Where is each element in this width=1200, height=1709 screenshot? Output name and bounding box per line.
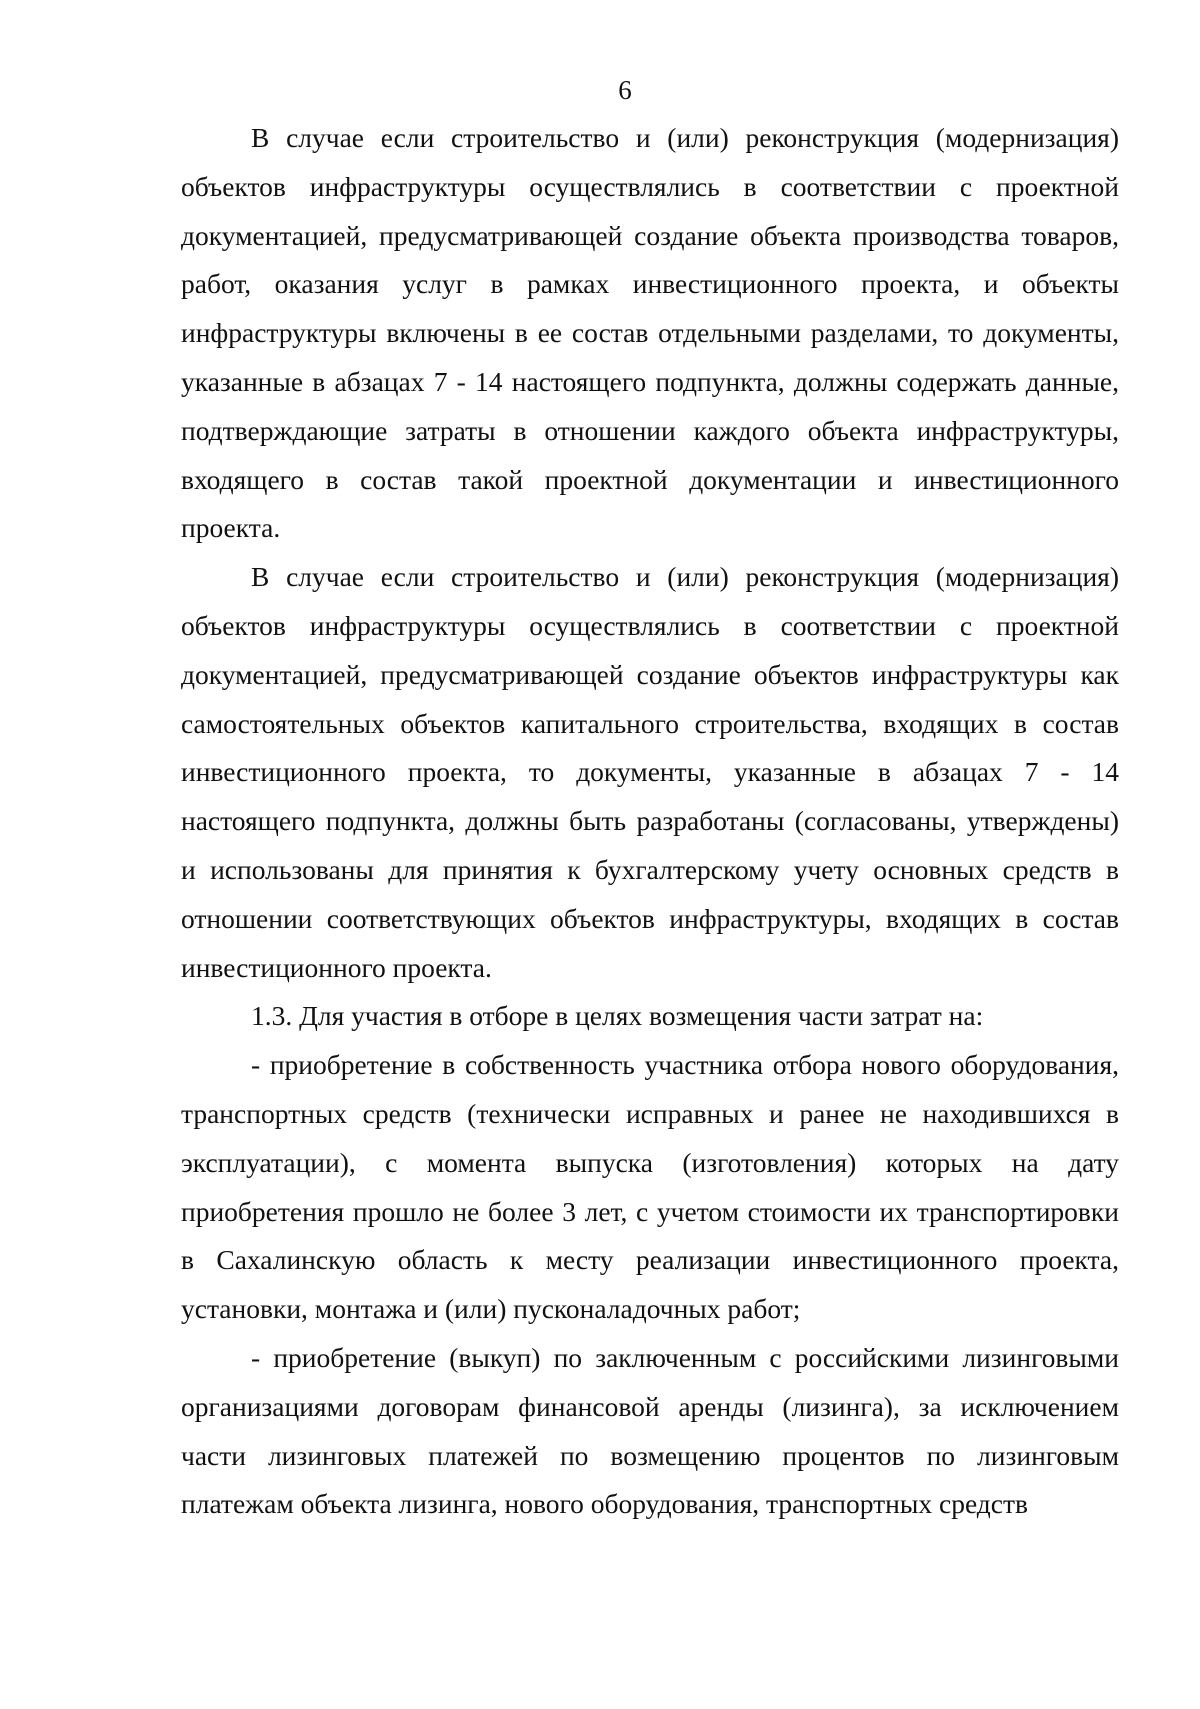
list-item-leasing: - приобретение (выкуп) по заключенным с российскими лизинговыми организациями договорам финансовой аренды (лизинга), за исключением части лизинговых платежей по возмещению процентов по лизинговым платежам объекта лизинга, нового оборудования, транспортных средств	[181, 1341, 1119, 1520]
page-number: 6	[618, 75, 632, 105]
paragraph-section-1-3: 1.3. Для участия в отборе в целях возмещения части затрат на:	[251, 1000, 984, 1032]
paragraph-infrastructure-sections: В случае если строительство и (или) реконструкция (модернизация) объектов инфраструктуры осуществлялись в соответствии с проектной документацией, предусматривающей создание объекта производства товаров, работ, оказания услуг в рамках инвестиционного проекта, и объекты инфраструктуры включены в ее состав отдельными разделами, то документы, указанные в абзацах 7 - 14 настоящего подпункта, должны содержать данные, подтверждающие затраты в отношении каждого объекта инфраструктуры, входящего в состав такой проектной документации и инвестиционного проекта.	[181, 122, 1119, 544]
paragraph-infrastructure-standalone: В случае если строительство и (или) реконструкция (модернизация) объектов инфраструктуры осуществлялись в соответствии с проектной документацией, предусматривающей создание объектов инфраструктуры как самостоятельных объектов капитального строительства, входящих в состав инвестиционного проекта, то документы, указанные в абзацах 7 - 14 настоящего подпункта, должны быть разработаны (согласованы, утверждены) и использованы для принятия к бухгалтерскому учету основных средств в отношении соответствующих объектов инфраструктуры, входящих в состав инвестиционного проекта.	[181, 561, 1119, 983]
list-item-purchase: - приобретение в собственность участника отбора нового оборудования, транспортных средств (технически исправных и ранее не находившихся в эксплуатации), с момента выпуска (изготовления) которых на дату приобретения прошло не более 3 лет, с учетом стоимости их транспортировки в Сахалинскую область к месту реализации инвестиционного проекта, установки, монтажа и (или) пусконаладочных работ;	[181, 1049, 1119, 1325]
document-body	[181, 114, 1119, 1529]
